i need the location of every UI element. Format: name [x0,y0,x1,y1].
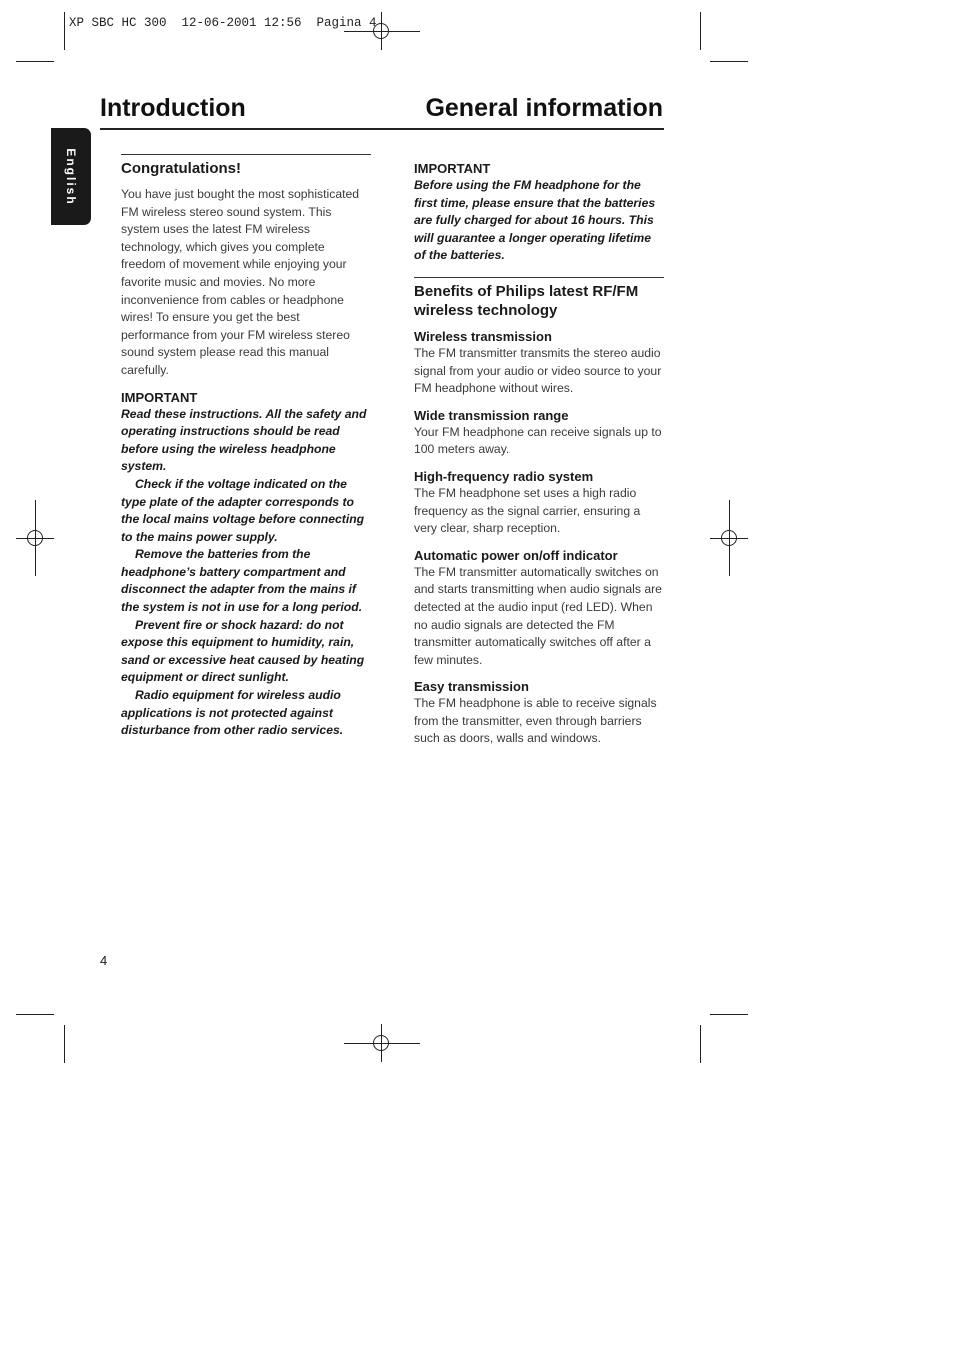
section-divider [414,277,664,278]
benefit-text: The FM transmitter automatically switches on and starts transmitting when audio signals are detected at the audio input (red LED). When no audio signals are detected the FM transmitter automatically switches off after a few minutes. [414,564,662,667]
benefit-text: Your FM headphone can receive signals up to 100 meters away. [414,424,662,457]
right-column [414,160,664,748]
benefit-text: The FM headphone is able to receive signals from the transmitter, even through barriers such as doors, walls and windows. [414,696,657,746]
benefit-label: Automatic power on/off indicator [414,547,618,563]
benefit-item [414,407,664,459]
title-divider [100,128,664,130]
benefit-label: High-frequency radio system [414,468,594,484]
important-paragraph: Prevent fire or shock hazard: do not expose this equipment to humidity, rain, sand or excessive heat caused by heating equipment or direct sunlight. [121,617,365,685]
important-paragraph: Radio equipment for wireless audio applications is not protected against disturbance from other radio services. [121,688,344,738]
important-label-right: IMPORTANT [414,161,491,176]
benefit-item [414,328,664,398]
congratulations-title: Congratulations! [121,160,241,177]
important-note: Before using the FM headphone for the first time, please ensure that the batteries are fully charged for about 16 hours. This will guarantee a longer operating lifetime of the batteries. [414,178,656,263]
benefit-item [414,678,664,748]
important-paragraph: Remove the batteries from the headphone’s battery compartment and disconnect the adapter from the mains if the system is not in use for a long period. [121,547,363,615]
benefit-label: Easy transmission [414,679,529,695]
congratulations-body: You have just bought the most sophisticated FM wireless stereo sound system. This system uses the latest FM wireless technology, which gives you complete freedom of movement while enjoying your favorite music and movies. No more inconvenience from cables or headphone wires! To ensure you get the best performance from your FM wireless stereo sound system please read this manual carefully. [121,187,360,377]
section-divider [121,154,371,155]
page-number: 4 [100,953,108,968]
print-slug: XP SBC HC 300 12-06-2001 12:56 Pagina 4 [69,16,377,30]
important-paragraph: Check if the voltage indicated on the type plate of the adapter corresponds to the local mains voltage before connecting to the mains power supply. [121,476,365,544]
benefit-label: Wide transmission range [414,407,569,423]
benefit-text: The FM headphone set uses a high radio frequency as the signal carrier, ensuring a very clear, sharp reception. [414,485,641,536]
benefit-text: The FM transmitter transmits the stereo audio signal from your audio or video source to your FM headphone without wires. [414,345,662,396]
left-column [121,154,371,740]
language-tab-label: English [64,147,78,206]
important-paragraph: Read these instructions. All the safety and operating instructions should be read before using the wireless headphone system. [121,406,367,474]
benefit-item [414,468,664,538]
language-tab [51,128,91,225]
important-label-left: IMPORTANT [121,389,198,405]
heading-general-information: General information [425,94,663,122]
benefit-label: Wireless transmission [414,328,552,344]
benefits-title: Benefits of Philips latest RF/FM wireless technology [414,282,639,319]
heading-introduction: Introduction [100,94,246,122]
benefit-item [414,547,664,670]
